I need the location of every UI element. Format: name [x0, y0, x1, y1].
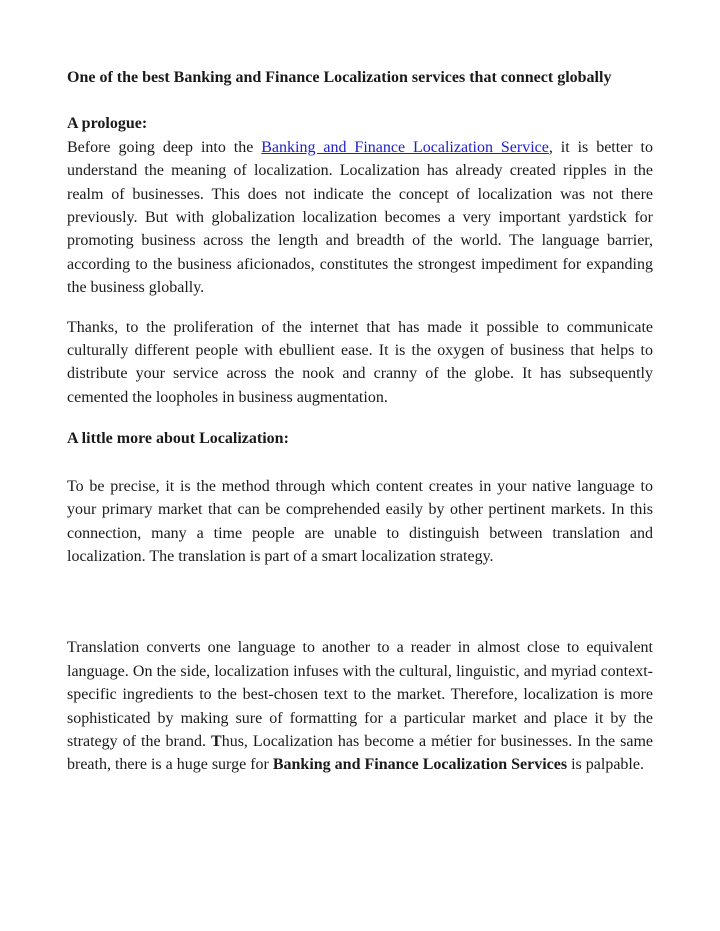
localization-paragraph-2 — [67, 636, 653, 776]
prologue-paragraph-1 — [67, 136, 653, 300]
p4-bold-t: T — [211, 732, 222, 750]
p4-bold-services: Banking and Finance Localization Services — [272, 756, 568, 774]
p4-text-part-3: is palpable. — [567, 756, 644, 774]
p4-text-part-2: hus, Localization has become a métier for businesses. In the same breath, there is a huge surge for — [67, 732, 654, 774]
prologue-heading: A prologue: — [67, 115, 148, 133]
p1-text-after-link: , it is better to understand the meaning of localization. Localization has already created ripples in the realm of businesses. This does not indicate the concept of localization was not there previously. But with globalization localization becomes a very important yardstick for promoting business across the length and breadth of the world. The language barrier, according to the business aficionados, constitutes the strongest impediment for expanding the business globally. — [67, 138, 653, 297]
prologue-paragraph-2: Thanks, to the proliferation of the internet that has made it possible to communicate culturally different people with ebullient ease. It is the oxygen of business that helps to distribute your service across the nook and cranny of the globe. It has subsequently cemented the loopholes in business augmentation. — [67, 318, 653, 406]
document-page — [67, 66, 653, 777]
localization-paragraph-1: To be precise, it is the method through which content creates in your native language to your primary market that can be comprehended easily by other pertinent markets. In this connection, many a time people are unable to distinguish between translation and localization. The translation is part of a smart localization strategy. — [67, 477, 653, 565]
document-title: One of the best Banking and Finance Localization services that connect globally — [67, 69, 612, 86]
localization-heading: A little more about Localization: — [67, 430, 289, 448]
p1-text-before-link: Before going deep into the — [67, 138, 262, 156]
banking-finance-service-link[interactable]: Banking and Finance Localization Service — [261, 138, 549, 156]
p4-text-part-1: Translation converts one language to another to a reader in almost close to equivalent language. On the side, localization infuses with the cultural, linguistic, and myriad context-specific ingredients to the best-chosen text to the market. Therefore, localization is more sophisticated by making sure of formatting for a particular market and place it by the strategy of the brand. — [67, 639, 653, 750]
